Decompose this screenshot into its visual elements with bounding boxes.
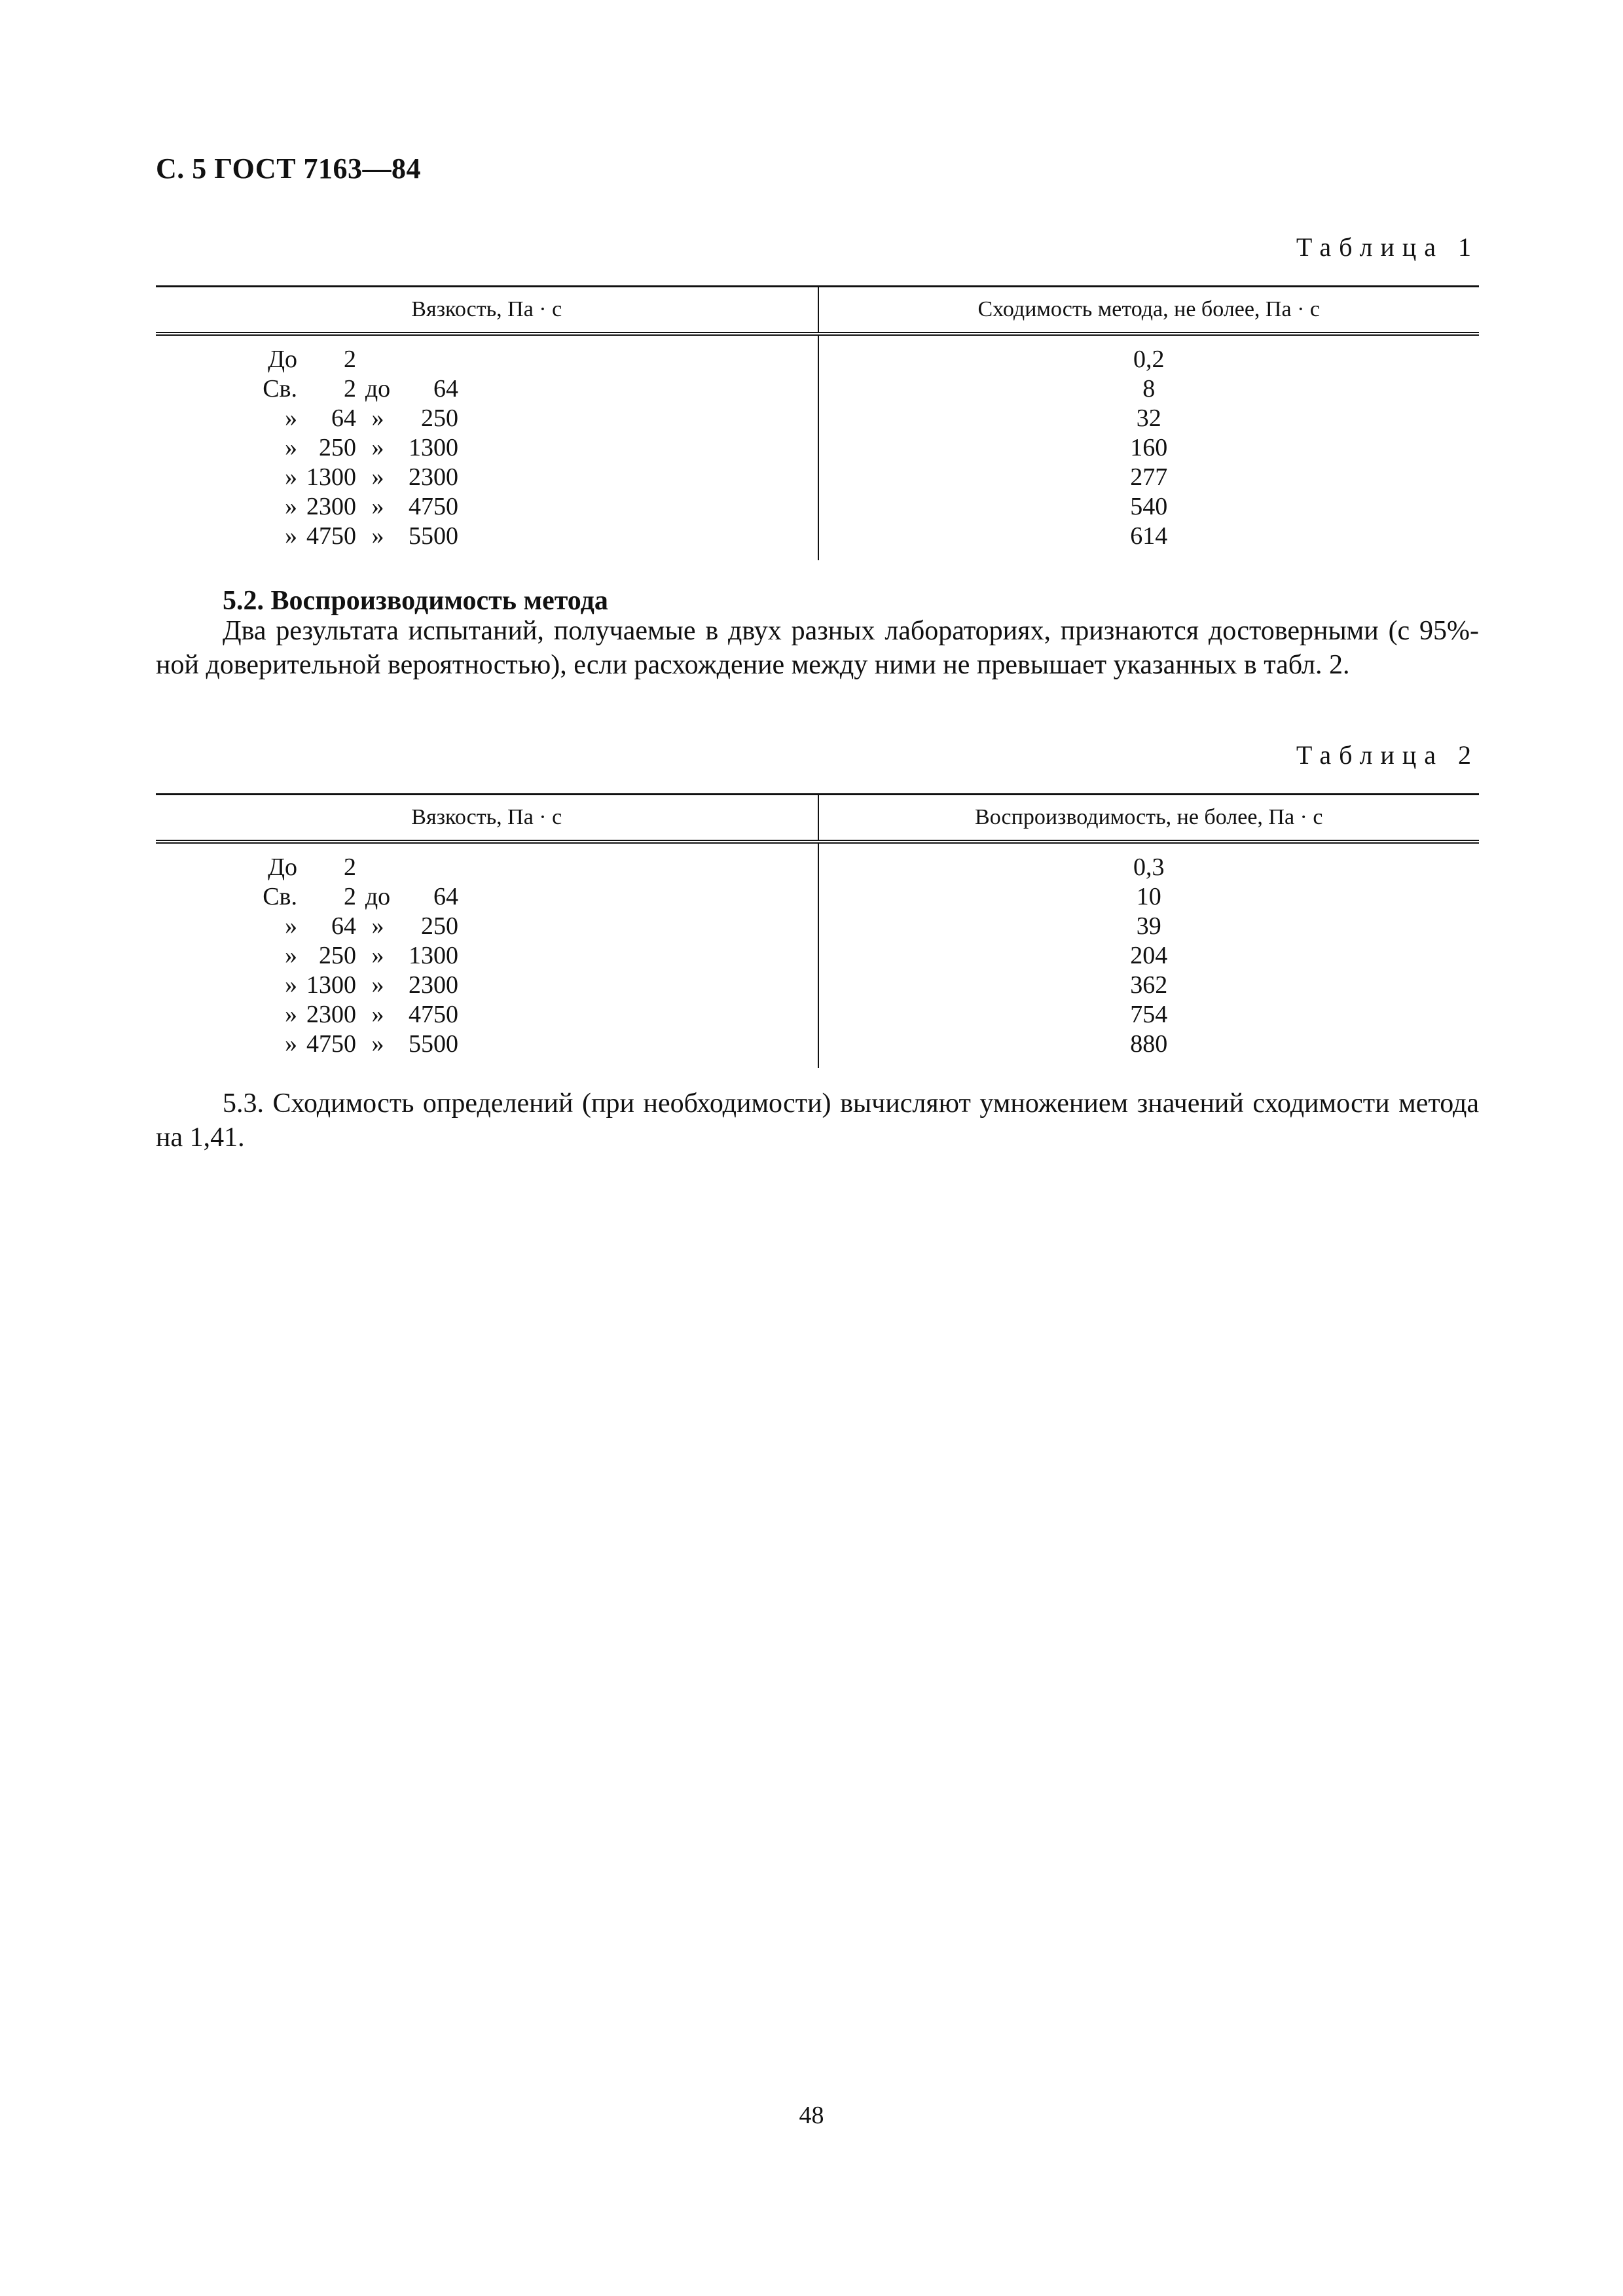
range-to: 1300	[409, 941, 458, 969]
viscosity-range-cell	[156, 404, 818, 433]
range-to: 2300	[409, 463, 458, 491]
table-2-header-viscosity: Вязкость, Па · с	[156, 795, 818, 842]
range-to: 2300	[409, 971, 458, 999]
table-row	[156, 374, 1479, 404]
value-cell	[818, 374, 1480, 404]
range-from: 2	[344, 882, 356, 910]
range-from: 64	[331, 912, 356, 940]
section-5-2-text: Два результата испытаний, получаемые в двух разных лабораториях, признаются достоверными (с 95%-ной доверительной вероятностью), если расхождение между ними не превышает указанных в табл. 2.	[156, 616, 1479, 680]
range-from: 1300	[306, 463, 356, 491]
range-from: 2	[344, 374, 356, 403]
range-connector: »	[371, 404, 384, 432]
table-row	[156, 912, 1479, 941]
viscosity-range	[156, 345, 818, 374]
table-row	[156, 492, 1479, 522]
limit-value: 754	[1130, 1000, 1168, 1028]
range-to	[399, 345, 458, 374]
range-from: 2	[344, 853, 356, 881]
limit-value: 880	[1130, 1030, 1168, 1058]
viscosity-range	[156, 463, 818, 492]
viscosity-range-cell	[156, 522, 818, 560]
limit-value: 0,3	[1133, 853, 1165, 881]
viscosity-range	[156, 853, 818, 882]
range-prefix: »	[285, 492, 297, 520]
range-prefix: »	[285, 433, 297, 461]
table-row	[156, 842, 1479, 882]
limit-value: 39	[1136, 912, 1161, 940]
table-2-header-row	[156, 795, 1479, 842]
table-1-header-convergence: Сходимость метода, не более, Па · с	[818, 287, 1480, 334]
limit-value: 204	[1130, 941, 1168, 969]
limit-value: 540	[1130, 492, 1168, 520]
table-row	[156, 463, 1479, 492]
range-from: 64	[331, 404, 356, 432]
value-cell	[818, 334, 1480, 374]
range-prefix: »	[285, 404, 297, 432]
table-row	[156, 522, 1479, 560]
table-2	[156, 793, 1479, 1068]
value-cell	[818, 1030, 1480, 1068]
value-cell	[818, 912, 1480, 941]
table-1-body	[156, 334, 1479, 560]
range-connector: »	[371, 463, 384, 491]
page-number: 48	[799, 2102, 824, 2129]
value-cell	[818, 522, 1480, 560]
range-connector: »	[371, 522, 384, 550]
section-5-3-text: 5.3. Сходимость определений (при необходимости) вычисляют умножением значений сходимости метода на 1,41.	[156, 1088, 1479, 1153]
viscosity-range	[156, 1000, 818, 1030]
range-to: 64	[433, 374, 458, 403]
table-row	[156, 334, 1479, 374]
table-row	[156, 941, 1479, 971]
viscosity-range-cell	[156, 882, 818, 912]
table-2-body	[156, 842, 1479, 1068]
limit-value: 10	[1136, 882, 1161, 910]
value-cell	[818, 842, 1480, 882]
limit-value: 160	[1130, 433, 1168, 461]
table-row	[156, 882, 1479, 912]
range-to: 1300	[409, 433, 458, 461]
viscosity-range-cell	[156, 1030, 818, 1068]
page-header: С. 5 ГОСТ 7163—84	[156, 152, 422, 185]
viscosity-range	[156, 522, 818, 551]
section-5-2-title: 5.2. Воспроизводимость метода	[223, 586, 608, 616]
range-connector: »	[371, 941, 384, 969]
viscosity-range	[156, 912, 818, 941]
range-connector: до	[365, 374, 391, 403]
range-prefix: До	[268, 853, 297, 881]
viscosity-range	[156, 941, 818, 971]
limit-value: 614	[1130, 522, 1168, 550]
value-cell	[818, 882, 1480, 912]
viscosity-range-cell	[156, 334, 818, 374]
viscosity-range	[156, 882, 818, 912]
range-to: 5500	[409, 522, 458, 550]
range-connector: »	[371, 433, 384, 461]
range-connector: »	[371, 1000, 384, 1028]
range-prefix: »	[285, 463, 297, 491]
range-prefix: Св.	[263, 882, 297, 910]
range-prefix: »	[285, 1030, 297, 1058]
range-to: 4750	[409, 1000, 458, 1028]
range-connector: до	[365, 882, 391, 910]
limit-value: 277	[1130, 463, 1168, 491]
table-2-header-reproducibility: Воспроизводимость, не более, Па · с	[818, 795, 1480, 842]
range-from: 2	[344, 345, 356, 373]
value-cell	[818, 1000, 1480, 1030]
range-from: 250	[319, 941, 356, 969]
range-from: 250	[319, 433, 356, 461]
table-2-caption: Таблица 2	[1296, 740, 1479, 770]
table-1-caption: Таблица 1	[1296, 232, 1479, 262]
range-prefix: »	[285, 1000, 297, 1028]
range-to: 250	[421, 404, 458, 432]
range-prefix: »	[285, 941, 297, 969]
viscosity-range-cell	[156, 433, 818, 463]
limit-value: 362	[1130, 971, 1168, 999]
table-1	[156, 285, 1479, 560]
limit-value: 8	[1142, 374, 1156, 403]
range-from: 2300	[306, 1000, 356, 1028]
value-cell	[818, 404, 1480, 433]
viscosity-range	[156, 1030, 818, 1059]
range-prefix: Св.	[263, 374, 297, 403]
viscosity-range-cell	[156, 374, 818, 404]
range-connector	[356, 853, 399, 882]
viscosity-range	[156, 374, 818, 404]
table-1-header-row	[156, 287, 1479, 334]
table-row	[156, 971, 1479, 1000]
viscosity-range	[156, 492, 818, 522]
viscosity-range-cell	[156, 463, 818, 492]
range-prefix: До	[268, 345, 297, 373]
viscosity-range	[156, 404, 818, 433]
range-to: 64	[433, 882, 458, 910]
range-from: 4750	[306, 1030, 356, 1058]
value-cell	[818, 433, 1480, 463]
limit-value: 0,2	[1133, 345, 1165, 373]
viscosity-range	[156, 433, 818, 463]
range-connector: »	[371, 912, 384, 940]
range-connector: »	[371, 492, 384, 520]
value-cell	[818, 492, 1480, 522]
range-from: 2300	[306, 492, 356, 520]
range-prefix: »	[285, 912, 297, 940]
viscosity-range-cell	[156, 941, 818, 971]
viscosity-range-cell	[156, 492, 818, 522]
range-to: 250	[421, 912, 458, 940]
value-cell	[818, 971, 1480, 1000]
range-to	[399, 853, 458, 882]
table-row	[156, 404, 1479, 433]
table-row	[156, 1000, 1479, 1030]
table-1-header-viscosity: Вязкость, Па · с	[156, 287, 818, 334]
range-prefix: »	[285, 971, 297, 999]
viscosity-range	[156, 971, 818, 1000]
range-prefix: »	[285, 522, 297, 550]
range-connector: »	[371, 1030, 384, 1058]
viscosity-range-cell	[156, 971, 818, 1000]
viscosity-range-cell	[156, 842, 818, 882]
range-connector	[356, 345, 399, 374]
value-cell	[818, 941, 1480, 971]
limit-value: 32	[1136, 404, 1161, 432]
value-cell	[818, 463, 1480, 492]
range-connector: »	[371, 971, 384, 999]
range-from: 1300	[306, 971, 356, 999]
table-row	[156, 1030, 1479, 1068]
range-from: 4750	[306, 522, 356, 550]
viscosity-range-cell	[156, 1000, 818, 1030]
table-row	[156, 433, 1479, 463]
range-to: 5500	[409, 1030, 458, 1058]
range-to: 4750	[409, 492, 458, 520]
viscosity-range-cell	[156, 912, 818, 941]
